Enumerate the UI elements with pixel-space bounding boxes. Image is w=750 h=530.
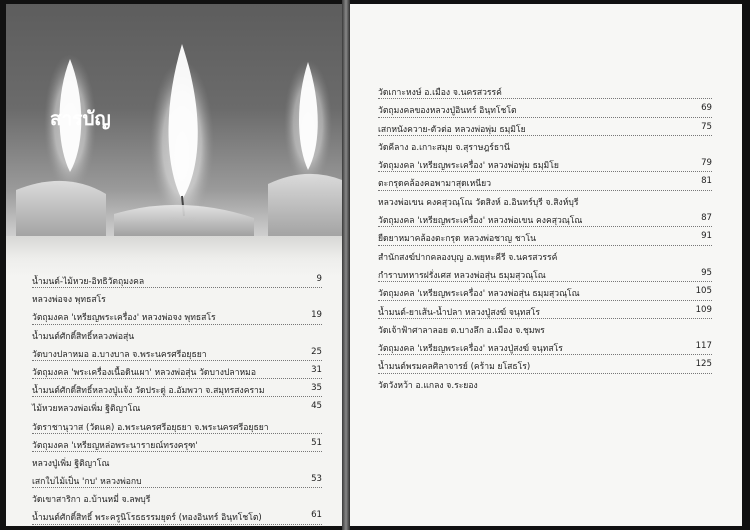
toc-entry[interactable]: เสกหนังควาย-ตัวต่อ หลวงพ่อพุ่ม ธมฺมิโย 75	[378, 120, 712, 138]
page-number: 9	[316, 274, 322, 284]
toc-entry[interactable]: น้ำมนต์ศักดิ์สิทธิ์หลวงปู่แจ้ง วัดประดู่ อ.อัมพวา จ.สมุทรสงคราม 35	[32, 381, 322, 399]
toc-entry[interactable]: น้ำมนต์พรมคลศิลาจารย์ (คร้าม ยโสธโร) 125	[378, 357, 712, 375]
toc-entry[interactable]: วัตถุมงคล 'เหรียญพระเครื่อง' หลวงพ่อเขน คงคสุวณฺโณ 87	[378, 211, 712, 229]
toc-entry[interactable]: วัตถุมงคล 'เหรียญพระเครื่อง' หลวงพ่อสุ่น ธมฺมสุวณฺโณ 105	[378, 284, 712, 302]
toc-entry[interactable]: หลวงพ่อจง พุทธสโร	[32, 295, 106, 306]
page-number: 91	[701, 231, 712, 242]
page-number: 25	[311, 346, 322, 357]
toc-entry[interactable]: หลวงปู่เพิ่ม ฐิติญาโณ	[32, 458, 110, 469]
toc-entry[interactable]: วัดเขาสาริกา อ.บ้านหมี่ จ.ลพบุรี	[32, 495, 151, 506]
page-number: 79	[701, 158, 712, 169]
page-number: 69	[701, 103, 712, 114]
page-number: 105	[695, 286, 712, 297]
toc-entry[interactable]: วัตถุมงคล 'เหรียญพระเครื่อง' หลวงปู่สงฆ์ จนฺทสโร 117	[378, 339, 712, 357]
page-number: 61	[311, 510, 322, 521]
toc-entry[interactable]: สำนักสงฆ์ปากคลองบุญ อ.พยุหะคีรี จ.นครสวรรค์	[378, 252, 558, 263]
toc-entry[interactable]: น้ำมนต์ศักดิ์สิทธิ์ พระครูนิโรธธรรมยุตร์ (ทองอินทร์ อินฺทโชโต) 61	[32, 508, 322, 526]
page-number: 95	[701, 267, 712, 278]
toc-entry[interactable]: กำราบทหารฝรั่งเศส หลวงพ่อสุ่น ธมฺมสุวณฺโณ 95	[378, 266, 712, 284]
toc-entry[interactable]: วัดคีลาง อ.เกาะสมุย จ.สุราษฎร์ธานี	[378, 142, 510, 153]
page-number: 125	[695, 359, 712, 370]
right-page	[350, 4, 742, 526]
toc-entry[interactable]: ไม้หวยหลวงพ่อเพิ่ม ฐิติญาโณ 45	[32, 401, 322, 415]
page-number: 19	[311, 310, 322, 321]
page-number: 53	[311, 474, 322, 485]
toc-entry[interactable]: เสกใบไม้เป็น 'กบ' หลวงพ่อกบ 53	[32, 472, 322, 490]
page-number: 87	[701, 213, 712, 224]
toc-entry[interactable]: ยืดยาหมาคล้องตะกรุด หลวงพ่อชาญ ชาโน 91	[378, 229, 712, 247]
page-number: 117	[695, 341, 712, 352]
toc-entry[interactable]: วัดเกาะหงษ์ อ.เมือง จ.นครสวรรค์	[378, 83, 712, 101]
toc-entry[interactable]: น้ำมนต์-ยาเส้น-น้ำปลา หลวงปู่สงฆ์ จนฺทสโร 109	[378, 303, 712, 321]
toc-entry[interactable]: วัตถุมงคล 'เหรียญพระเครื่อง' หลวงพ่อจง พุทธสโร 19	[32, 308, 322, 326]
page-number: 109	[695, 304, 712, 315]
page-number: 51	[311, 437, 322, 448]
toc-entry[interactable]: หลวงพ่อเขน คงคสุวณฺโณ วัดสิงห์ อ.อินทร์บุรี จ.สิงห์บุรี	[378, 197, 579, 208]
toc-title: สารบัญ	[50, 108, 111, 130]
left-page	[6, 4, 342, 526]
toc-entry[interactable]: วัดวังหว้า อ.แกลง จ.ระยอง	[378, 380, 478, 391]
page-number: 35	[311, 383, 322, 394]
toc-entry[interactable]: วัดเจ้าฟ้าศาลาลอย ต.บางลึก อ.เมือง จ.ชุมพร	[378, 325, 545, 336]
page-number: 75	[701, 121, 712, 132]
book-spine	[342, 0, 350, 530]
candle-photo	[6, 4, 342, 236]
toc-list-right	[378, 83, 712, 394]
toc-entry[interactable]: วัตถุมงคล 'เหรียญหล่อพระนารายณ์ทรงครุฑ' 51	[32, 436, 322, 454]
toc-entry[interactable]: น้ำมนต์-ไม้หวย-อิทธิวัตถุมงคล 9	[32, 272, 322, 290]
toc-entry[interactable]: น้ำมนต์ศักดิ์สิทธิ์หลวงพ่อสุ่น	[32, 331, 135, 342]
toc-entry[interactable]: ตะกรุดคล้องคอพามาสุดเหนียว 81	[378, 174, 712, 192]
toc-entry[interactable]: วัตถุมงคลของหลวงปู่อินทร์ อินฺทโชโต 69	[378, 101, 712, 119]
page-number: 45	[311, 401, 322, 412]
toc-entry[interactable]: วัดบางปลาหมอ อ.บางบาล จ.พระนครศรีอยุธยา 25	[32, 345, 322, 363]
page-number: 31	[311, 364, 322, 375]
toc-list-left	[32, 272, 322, 526]
toc-entry[interactable]: วัตถุมงคล 'พระเครื่องเนื้อดินเผา' หลวงพ่อสุ่น วัดบางปลาหมอ 31	[32, 363, 322, 381]
toc-entry[interactable]: วัดราชานุวาส (วัดแค) อ.พระนครศรีอยุธยา จ.พระนครศรีอยุธยา	[32, 418, 322, 436]
toc-entry[interactable]: วัตถุมงคล 'เหรียญพระเครื่อง' หลวงพ่อพุ่ม ธมฺมิโย 79	[378, 156, 712, 174]
page-number: 81	[701, 176, 712, 187]
